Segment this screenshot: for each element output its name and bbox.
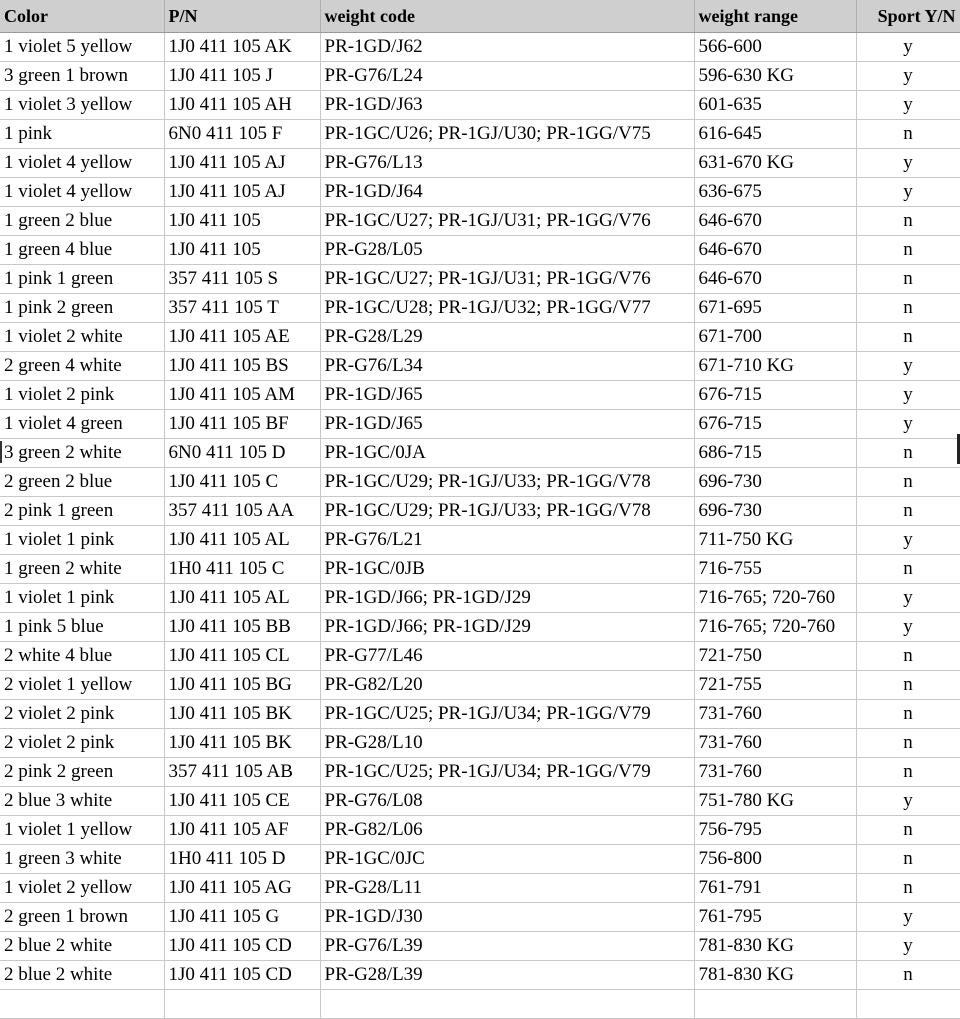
table-row (0, 584, 960, 613)
cell-weight-code[interactable]: PR-1GD/J64 (320, 178, 694, 207)
cell-pn[interactable]: 1J0 411 105 J (164, 62, 320, 91)
cell-weight-range[interactable]: 686-715 (694, 439, 856, 468)
cell-weight-range[interactable]: 761-795 (694, 903, 856, 932)
table-row (0, 961, 960, 990)
cell-sport[interactable]: n (856, 642, 960, 671)
cell-weight-range[interactable]: 566-600 (694, 33, 856, 62)
cell-color[interactable]: 2 blue 2 white (0, 932, 164, 961)
cell-pn[interactable]: 1J0 411 105 AH (164, 91, 320, 120)
cell-color[interactable]: 1 violet 4 green (0, 410, 164, 439)
cell-weight-range[interactable]: 671-710 KG (694, 352, 856, 381)
cell-color[interactable]: 1 violet 5 yellow (0, 33, 164, 62)
cell-weight-code[interactable]: PR-G82/L06 (320, 816, 694, 845)
cell-weight-range[interactable]: 731-760 (694, 700, 856, 729)
table-row (0, 526, 960, 555)
table-row (0, 381, 960, 410)
cell-weight-code[interactable]: PR-1GC/U25; PR-1GJ/U34; PR-1GG/V79 (320, 700, 694, 729)
cell-color[interactable]: 2 pink 1 green (0, 497, 164, 526)
cell-weight-code[interactable]: PR-G76/L24 (320, 62, 694, 91)
table-row (0, 149, 960, 178)
cell-color[interactable]: 1 green 4 blue (0, 236, 164, 265)
cell-pn[interactable]: 357 411 105 T (164, 294, 320, 323)
cell-weight-range[interactable]: 731-760 (694, 758, 856, 787)
cell-weight-code[interactable]: PR-G76/L21 (320, 526, 694, 555)
cell-sport[interactable]: n (856, 874, 960, 903)
column-header-sport[interactable]: Sport Y/N (856, 0, 960, 33)
cell-sport[interactable]: n (856, 729, 960, 758)
table-row (0, 758, 960, 787)
cell-color[interactable]: 2 blue 3 white (0, 787, 164, 816)
cell-color[interactable]: 1 violet 4 yellow (0, 178, 164, 207)
cell-weight-range[interactable]: 781-830 KG (694, 932, 856, 961)
cell-sport[interactable]: y (856, 381, 960, 410)
cell-pn[interactable]: 357 411 105 AA (164, 497, 320, 526)
cell-pn[interactable]: 1J0 411 105 BS (164, 352, 320, 381)
cell-color[interactable]: 2 green 4 white (0, 352, 164, 381)
empty-cell[interactable] (0, 990, 164, 1019)
table-row (0, 468, 960, 497)
column-header-pn[interactable]: P/N (164, 0, 320, 33)
cell-color[interactable]: 1 violet 1 yellow (0, 816, 164, 845)
cell-pn[interactable]: 357 411 105 AB (164, 758, 320, 787)
table-row (0, 294, 960, 323)
cell-weight-range[interactable]: 721-755 (694, 671, 856, 700)
cell-pn[interactable]: 357 411 105 S (164, 265, 320, 294)
cell-weight-code[interactable]: PR-1GC/0JB (320, 555, 694, 584)
cell-weight-code[interactable]: PR-G28/L10 (320, 729, 694, 758)
table-row (0, 207, 960, 236)
table-row (0, 236, 960, 265)
cell-weight-code[interactable]: PR-1GC/U29; PR-1GJ/U33; PR-1GG/V78 (320, 468, 694, 497)
table-row (0, 62, 960, 91)
table-row (0, 265, 960, 294)
empty-cell[interactable] (694, 990, 856, 1019)
cell-weight-code[interactable]: PR-1GC/U25; PR-1GJ/U34; PR-1GG/V79 (320, 758, 694, 787)
cell-weight-range[interactable]: 696-730 (694, 468, 856, 497)
cell-weight-code[interactable]: PR-G76/L34 (320, 352, 694, 381)
cell-pn[interactable]: 1J0 411 105 AJ (164, 178, 320, 207)
cell-sport[interactable]: n (856, 207, 960, 236)
cell-color[interactable]: 2 pink 2 green (0, 758, 164, 787)
cell-pn[interactable]: 1J0 411 105 AL (164, 526, 320, 555)
cell-pn[interactable]: 1J0 411 105 AM (164, 381, 320, 410)
cell-pn[interactable]: 1J0 411 105 AL (164, 584, 320, 613)
cell-weight-range[interactable]: 716-765; 720-760 (694, 613, 856, 642)
cell-sport[interactable]: n (856, 294, 960, 323)
cell-sport[interactable]: n (856, 816, 960, 845)
cell-pn[interactable]: 1J0 411 105 C (164, 468, 320, 497)
cell-weight-range[interactable]: 721-750 (694, 642, 856, 671)
cell-pn[interactable]: 1J0 411 105 (164, 236, 320, 265)
table-row (0, 410, 960, 439)
cell-weight-code[interactable]: PR-1GD/J66; PR-1GD/J29 (320, 584, 694, 613)
cell-weight-range[interactable]: 601-635 (694, 91, 856, 120)
cell-weight-code[interactable]: PR-G28/L29 (320, 323, 694, 352)
table-row (0, 932, 960, 961)
cell-weight-code[interactable]: PR-1GC/0JC (320, 845, 694, 874)
cell-cursor-marker (0, 441, 2, 463)
cell-pn[interactable]: 6N0 411 105 D (164, 439, 320, 468)
cell-sport[interactable]: y (856, 613, 960, 642)
table-row (0, 439, 960, 468)
cell-pn[interactable]: 1J0 411 105 AF (164, 816, 320, 845)
cell-weight-code[interactable]: PR-G76/L08 (320, 787, 694, 816)
cell-sport[interactable]: n (856, 468, 960, 497)
cell-color[interactable]: 1 pink 2 green (0, 294, 164, 323)
cell-weight-range[interactable]: 646-670 (694, 207, 856, 236)
cell-weight-range[interactable]: 596-630 KG (694, 62, 856, 91)
cell-weight-code[interactable]: PR-1GD/J65 (320, 410, 694, 439)
cell-color[interactable]: 1 green 3 white (0, 845, 164, 874)
empty-cell[interactable] (856, 990, 960, 1019)
cell-sport[interactable]: y (856, 91, 960, 120)
cell-pn[interactable]: 1J0 411 105 CD (164, 961, 320, 990)
cell-pn[interactable]: 1J0 411 105 AE (164, 323, 320, 352)
cell-weight-code[interactable]: PR-G76/L39 (320, 932, 694, 961)
cell-color[interactable]: 1 green 2 blue (0, 207, 164, 236)
cell-weight-code[interactable]: PR-1GC/U26; PR-1GJ/U30; PR-1GG/V75 (320, 120, 694, 149)
cell-weight-code[interactable]: PR-1GD/J63 (320, 91, 694, 120)
table-row (0, 352, 960, 381)
table-row (0, 903, 960, 932)
cell-color[interactable]: 1 pink 1 green (0, 265, 164, 294)
cell-weight-range[interactable]: 676-715 (694, 381, 856, 410)
cell-pn[interactable]: 1J0 411 105 BG (164, 671, 320, 700)
cell-color[interactable]: 1 violet 4 yellow (0, 149, 164, 178)
cell-weight-range[interactable]: 781-830 KG (694, 961, 856, 990)
cell-pn[interactable]: 1J0 411 105 G (164, 903, 320, 932)
cell-sport[interactable]: y (856, 410, 960, 439)
cell-weight-code[interactable]: PR-1GC/U27; PR-1GJ/U31; PR-1GG/V76 (320, 265, 694, 294)
cell-weight-range[interactable]: 676-715 (694, 410, 856, 439)
table-row (0, 787, 960, 816)
cell-weight-code[interactable]: PR-1GD/J65 (320, 381, 694, 410)
cell-color[interactable]: 2 white 4 blue (0, 642, 164, 671)
cell-weight-range[interactable]: 631-670 KG (694, 149, 856, 178)
cell-sport[interactable]: n (856, 758, 960, 787)
table-row (0, 497, 960, 526)
cell-color[interactable]: 2 blue 2 white (0, 961, 164, 990)
cell-sport[interactable]: n (856, 265, 960, 294)
table-row (0, 816, 960, 845)
table-row (0, 642, 960, 671)
table-body (0, 33, 960, 1019)
cell-color[interactable]: 1 pink (0, 120, 164, 149)
cell-color[interactable]: 3 green 2 white (0, 439, 164, 468)
column-header-weight-range[interactable]: weight range (694, 0, 856, 33)
empty-row (0, 990, 960, 1019)
cell-sport[interactable]: y (856, 62, 960, 91)
empty-cell[interactable] (320, 990, 694, 1019)
cell-weight-code[interactable]: PR-1GD/J62 (320, 33, 694, 62)
cell-weight-range[interactable]: 671-695 (694, 294, 856, 323)
cell-color[interactable]: 1 violet 1 pink (0, 584, 164, 613)
cell-weight-code[interactable]: PR-1GD/J30 (320, 903, 694, 932)
cell-color[interactable]: 1 violet 2 white (0, 323, 164, 352)
cell-pn[interactable]: 6N0 411 105 F (164, 120, 320, 149)
cell-weight-code[interactable]: PR-1GD/J66; PR-1GD/J29 (320, 613, 694, 642)
cell-sport[interactable]: n (856, 555, 960, 584)
cell-weight-code[interactable]: PR-1GC/U27; PR-1GJ/U31; PR-1GG/V76 (320, 207, 694, 236)
table-row (0, 613, 960, 642)
cell-weight-code[interactable]: PR-1GC/U28; PR-1GJ/U32; PR-1GG/V77 (320, 294, 694, 323)
cell-color[interactable]: 2 violet 2 pink (0, 729, 164, 758)
table-row (0, 700, 960, 729)
cell-sport[interactable]: n (856, 671, 960, 700)
cell-weight-range[interactable]: 636-675 (694, 178, 856, 207)
cell-pn[interactable]: 1J0 411 105 AK (164, 33, 320, 62)
cell-weight-range[interactable]: 751-780 KG (694, 787, 856, 816)
cell-weight-range[interactable]: 696-730 (694, 497, 856, 526)
cell-pn[interactable]: 1J0 411 105 BK (164, 729, 320, 758)
cell-sport[interactable]: y (856, 932, 960, 961)
table-row (0, 120, 960, 149)
table-row (0, 671, 960, 700)
cell-weight-range[interactable]: 761-791 (694, 874, 856, 903)
cell-weight-code[interactable]: PR-G28/L11 (320, 874, 694, 903)
cell-color[interactable]: 2 green 1 brown (0, 903, 164, 932)
cell-weight-code[interactable]: PR-1GC/U29; PR-1GJ/U33; PR-1GG/V78 (320, 497, 694, 526)
cell-pn[interactable]: 1J0 411 105 CD (164, 932, 320, 961)
table-row (0, 33, 960, 62)
cell-pn[interactable]: 1J0 411 105 AJ (164, 149, 320, 178)
cell-sport[interactable]: n (856, 700, 960, 729)
cell-sport[interactable]: n (856, 497, 960, 526)
cell-sport[interactable]: n (856, 961, 960, 990)
cell-color[interactable]: 1 violet 2 pink (0, 381, 164, 410)
cell-pn[interactable]: 1J0 411 105 CE (164, 787, 320, 816)
cell-color[interactable]: 2 violet 1 yellow (0, 671, 164, 700)
cell-sport[interactable]: n (856, 439, 960, 468)
cell-weight-range[interactable]: 756-795 (694, 816, 856, 845)
cell-color[interactable]: 1 violet 3 yellow (0, 91, 164, 120)
cell-weight-range[interactable]: 671-700 (694, 323, 856, 352)
column-header-weight-code[interactable]: weight code (320, 0, 694, 33)
cell-pn[interactable]: 1H0 411 105 D (164, 845, 320, 874)
cell-weight-code[interactable]: PR-G82/L20 (320, 671, 694, 700)
cell-sport[interactable]: y (856, 584, 960, 613)
cell-pn[interactable]: 1J0 411 105 AG (164, 874, 320, 903)
cell-pn[interactable]: 1H0 411 105 C (164, 555, 320, 584)
cell-sport[interactable]: n (856, 323, 960, 352)
cell-color[interactable]: 2 violet 2 pink (0, 700, 164, 729)
cell-color[interactable]: 1 violet 2 yellow (0, 874, 164, 903)
cell-weight-code[interactable]: PR-G76/L13 (320, 149, 694, 178)
cell-pn[interactable]: 1J0 411 105 CL (164, 642, 320, 671)
header-row (0, 0, 960, 33)
cell-weight-code[interactable]: PR-G28/L05 (320, 236, 694, 265)
cell-color[interactable]: 2 green 2 blue (0, 468, 164, 497)
cell-sport[interactable]: y (856, 787, 960, 816)
table-row (0, 178, 960, 207)
table-row (0, 91, 960, 120)
cell-weight-range[interactable]: 646-670 (694, 236, 856, 265)
cell-sport[interactable]: y (856, 33, 960, 62)
cell-color[interactable]: 3 green 1 brown (0, 62, 164, 91)
cell-sport[interactable]: n (856, 120, 960, 149)
cell-weight-code[interactable]: PR-1GC/0JA (320, 439, 694, 468)
cell-pn[interactable]: 1J0 411 105 BF (164, 410, 320, 439)
cell-color[interactable]: 1 violet 1 pink (0, 526, 164, 555)
cell-weight-range[interactable]: 711-750 KG (694, 526, 856, 555)
cell-sport[interactable]: y (856, 149, 960, 178)
table-row (0, 874, 960, 903)
cell-sport[interactable]: y (856, 526, 960, 555)
cell-pn[interactable]: 1J0 411 105 BK (164, 700, 320, 729)
cell-color[interactable]: 1 green 2 white (0, 555, 164, 584)
cell-color[interactable]: 1 pink 5 blue (0, 613, 164, 642)
table-row (0, 323, 960, 352)
cell-pn[interactable]: 1J0 411 105 (164, 207, 320, 236)
table-row (0, 845, 960, 874)
cell-sport[interactable]: y (856, 178, 960, 207)
table-row (0, 555, 960, 584)
cell-sport[interactable]: y (856, 352, 960, 381)
cell-weight-range[interactable]: 646-670 (694, 265, 856, 294)
column-header-color[interactable]: Color (0, 0, 164, 33)
cell-weight-range[interactable]: 716-765; 720-760 (694, 584, 856, 613)
cell-sport[interactable]: y (856, 903, 960, 932)
cell-sport[interactable]: n (856, 236, 960, 265)
cell-weight-range[interactable]: 731-760 (694, 729, 856, 758)
cell-pn[interactable]: 1J0 411 105 BB (164, 613, 320, 642)
cell-weight-range[interactable]: 756-800 (694, 845, 856, 874)
cell-weight-range[interactable]: 716-755 (694, 555, 856, 584)
cell-weight-code[interactable]: PR-G77/L46 (320, 642, 694, 671)
empty-cell[interactable] (164, 990, 320, 1019)
cell-sport[interactable]: n (856, 845, 960, 874)
table-row (0, 729, 960, 758)
cell-weight-code[interactable]: PR-G28/L39 (320, 961, 694, 990)
cell-weight-range[interactable]: 616-645 (694, 120, 856, 149)
